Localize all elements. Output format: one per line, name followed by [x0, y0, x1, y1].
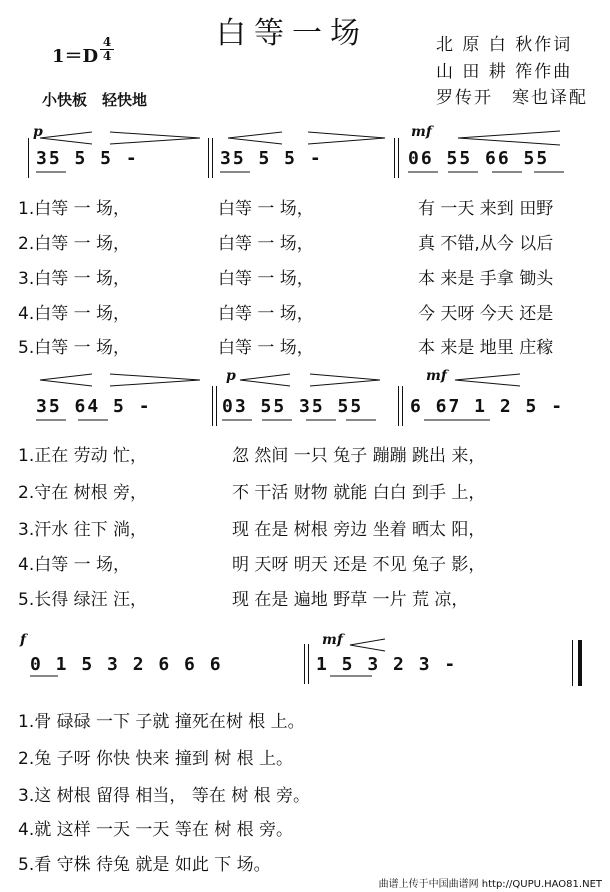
barline: [398, 138, 399, 178]
lyric-line: 有 一天 来到 田野: [418, 199, 554, 219]
dynamic-p: p: [226, 368, 236, 384]
lyric-line: 4.就 这样 一天 一天 等在 树 根 旁。: [18, 820, 294, 840]
barline: [28, 138, 29, 178]
lyric-line: 4.白等 一 场，: [18, 555, 131, 575]
lyric-line: 现 在是 树根 旁边 坐着 晒太 阳，: [232, 520, 486, 540]
barline: [212, 386, 213, 426]
lyric-line: 5.看 守株 待兔 就是 如此 下 场。: [18, 855, 271, 875]
composer-credit: 山 田 耕 筰作曲: [436, 62, 573, 82]
barline: [308, 644, 309, 684]
lyric-line: 不 干活 财物 就能 白白 到手 上，: [232, 483, 486, 503]
lyric-line: 今 天呀 今天 还是: [418, 304, 554, 324]
arranger-credit: 罗传开 寒也译配: [436, 88, 588, 108]
key-signature: 1＝D: [52, 46, 99, 67]
measure-5-notes: 03 55 35 55: [222, 396, 364, 417]
barline: [394, 138, 395, 178]
lyricist-credit: 北 原 白 秋作词: [436, 35, 573, 55]
measure-7-notes: 0 1 5 3 2 6 6 6: [30, 654, 223, 675]
lyric-line: 白等 一 场，: [218, 269, 314, 289]
barline: [304, 644, 305, 684]
final-barline-thick: [578, 640, 582, 686]
barline: [212, 138, 213, 178]
barline: [398, 386, 399, 426]
dynamic-mf: mf: [426, 368, 447, 384]
lyric-line: 明 天呀 明天 还是 不见 兔子 影，: [232, 555, 486, 575]
dynamic-f: f: [20, 632, 27, 648]
lyric-line: 白等 一 场，: [218, 199, 314, 219]
time-signature-bottom: 4: [102, 49, 112, 63]
song-title: 白等一场: [216, 16, 368, 51]
measure-1-notes: 35 5 5 -: [36, 148, 139, 169]
lyric-line: 2.兔 子呀 你快 快来 撞到 树 根 上。: [18, 749, 294, 769]
lyric-line: 本 来是 手拿 锄头: [418, 269, 554, 289]
measure-6-notes: 6 67 1 2 5 -: [410, 396, 565, 417]
tempo-marking: 小快板 轻快地: [42, 91, 148, 109]
lyric-line: 2.白等 一 场，: [18, 234, 131, 254]
time-signature-top: 4: [102, 35, 112, 49]
lyric-line: 白等 一 场，: [218, 304, 314, 324]
barline: [208, 138, 209, 178]
measure-3-notes: 06 55 66 55: [408, 148, 550, 169]
lyric-line: 真 不错,从今 以后: [418, 234, 554, 254]
barline: [216, 386, 217, 426]
lyric-line: 白等 一 场，: [218, 338, 314, 358]
barline: [402, 386, 403, 426]
lyric-line: 本 来是 地里 庄稼: [418, 338, 554, 358]
lyric-line: 3.白等 一 场，: [18, 269, 131, 289]
source-footer: 曲谱上传于中国曲谱网 http://QUPU.HAO81.NET: [378, 879, 602, 890]
lyric-line: 5.白等 一 场，: [18, 338, 131, 358]
final-barline-thin: [572, 640, 573, 686]
lyric-line: 1.正在 劳动 忙，: [18, 446, 148, 466]
lyric-line: 3.这 树根 留得 相当， 等在 树 根 旁。: [18, 786, 311, 806]
dynamic-p: p: [33, 124, 43, 140]
lyric-line: 2.守在 树根 旁，: [18, 483, 148, 503]
lyric-line: 3.汗水 往下 淌，: [18, 520, 148, 540]
measure-4-notes: 35 64 5 -: [36, 396, 152, 417]
lyric-line: 1.白等 一 场，: [18, 199, 131, 219]
lyric-line: 1.骨 碌碌 一下 子就 撞死在树 根 上。: [18, 712, 305, 732]
lyric-line: 白等 一 场，: [218, 234, 314, 254]
lyric-line: 5.长得 绿汪 汪，: [18, 590, 148, 610]
dynamic-mf: mf: [322, 632, 343, 648]
lyric-line: 4.白等 一 场，: [18, 304, 131, 324]
dynamic-mf: mf: [411, 124, 432, 140]
measure-8-notes: 1 5 3 2 3 -: [316, 654, 458, 675]
measure-2-notes: 35 5 5 -: [220, 148, 323, 169]
lyric-line: 忽 然间 一只 兔子 蹦蹦 跳出 来，: [232, 446, 486, 466]
lyric-line: 现 在是 遍地 野草 一片 荒 凉，: [232, 590, 469, 610]
